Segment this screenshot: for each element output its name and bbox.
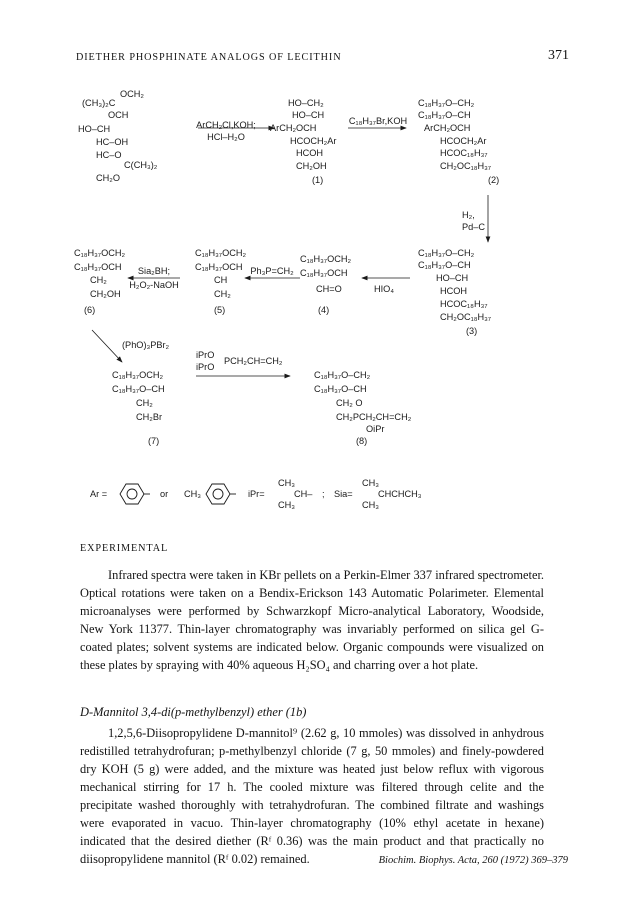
svg-text:ArCH₂OCH: ArCH₂OCH xyxy=(424,123,471,133)
legend-ar: Ar = xyxy=(90,489,108,499)
reagent-7: (PhO)₃PBr₂ xyxy=(122,340,170,350)
svg-text:CH₂: CH₂ xyxy=(214,289,231,299)
svg-text:CH₂OH: CH₂OH xyxy=(296,161,327,171)
legend-sia-ch: CHCHCH₃ xyxy=(378,489,422,499)
svg-text:CH₂: CH₂ xyxy=(90,275,107,285)
svg-text:C₁₈H₃₇O–CH₂: C₁₈H₃₇O–CH₂ xyxy=(418,98,475,108)
legend-ipr: iPr= xyxy=(248,489,265,499)
svg-text:HCOH: HCOH xyxy=(440,286,468,296)
structure-1b xyxy=(78,89,158,183)
reagent-2: C₁₈H₃₇Br,KOH xyxy=(348,116,408,126)
paragraph-1: Infrared spectra were taken in KBr pellets on a Perkin-Elmer 337 infrared spectrometer. Optical rotations were taken on a Bendix-Erickson 143 Automatic Polarimeter. Elemental microanalyses were performed by Schwarzkopf Micro-analytical Laboratory, Woodside, New York 11377. Thin-layer chromatography was invariably performed on silica gel G-coated plates; solvent systems are indicated below. Organic compounds were visualized on these plates by spraying with 40% aqueous H₂SO₄ and charring over a hot plate. xyxy=(80,568,544,672)
svg-text:HCOC₁₈H₃₇: HCOC₁₈H₃₇ xyxy=(440,299,488,309)
reagent-1-bottom: HCl–H₂O xyxy=(207,132,245,142)
toluene-ring-icon xyxy=(206,484,236,504)
svg-text:C₁₈H₃₇OCH₂: C₁₈H₃₇OCH₂ xyxy=(74,248,126,258)
label-compound-8: (8) xyxy=(356,436,368,446)
subheading: D-Mannitol 3,4-di(p-methylbenzyl) ether (1b) xyxy=(80,705,307,719)
reagent-3b: Pd–C xyxy=(462,222,485,232)
arrow-7 xyxy=(92,330,122,362)
svg-text:CH₂OC₁₈H₃₇: CH₂OC₁₈H₃₇ xyxy=(440,161,492,171)
svg-text:OCH₂: OCH₂ xyxy=(120,89,144,99)
label-compound-3: (3) xyxy=(466,326,478,336)
running-title: DIETHER PHOSPHINATE ANALOGS OF LECITHIN xyxy=(76,52,342,63)
legend-ipr-ch3-bottom: CH₃ xyxy=(278,500,296,510)
label-compound-4: (4) xyxy=(318,305,330,315)
footer-citation: Biochim. Biophys. Acta, 260 (1972) 369–379 xyxy=(378,855,568,866)
svg-text:HCOC₁₈H₃₇: HCOC₁₈H₃₇ xyxy=(440,148,488,158)
reagent-1-top: ArCH₂Cl,KOH; xyxy=(196,120,256,130)
svg-text:C₁₈H₃₇OCH₂: C₁₈H₃₇OCH₂ xyxy=(112,370,164,380)
legend-ipr-ch3-top: CH₃ xyxy=(278,478,296,488)
svg-text:HCOCH₂Ar: HCOCH₂Ar xyxy=(290,136,337,146)
svg-text:C₁₈H₃₇OCH: C₁₈H₃₇OCH xyxy=(74,262,122,272)
svg-text:HO–CH₂: HO–CH₂ xyxy=(288,98,324,108)
legend-ipr-ch: CH– xyxy=(294,489,313,499)
svg-text:OiPr: OiPr xyxy=(366,424,385,434)
svg-text:(CH₃)₂C: (CH₃)₂C xyxy=(82,98,116,108)
section-title: EXPERIMENTAL xyxy=(80,543,169,554)
svg-text:HC–O: HC–O xyxy=(96,150,122,160)
svg-text:CH₂PCH₂CH=CH₂: CH₂PCH₂CH=CH₂ xyxy=(336,412,412,422)
svg-text:HCOCH₂Ar: HCOCH₂Ar xyxy=(440,136,487,146)
paragraph-2: 1,2,5,6-Diisopropylidene D-mannitol⁹ (2.62 g, 10 mmoles) was dissolved in anhydrous redistilled tetrahydrofuran; p-methylbenzyl chloride (7 g, 50 mmoles) and finely-powdered dry KOH (5 g) were added, and the mixture was heated just below reflux with vigorous mechanical stirring for 17 h. The cooled mixture was filtered through celite and the precipitate washed thoroughly with tetrahydrofuran. The combined filtrate and washings were evaporated in vacuo. Thin-layer chromatography (10% ethyl acetate in hexane) indicated that the desired diether (Rᶠ 0.36) was the main product and that practically no diisopropylidene mannitol (Rᶠ 0.02) remained. xyxy=(80,726,544,866)
label-compound-2: (2) xyxy=(488,175,500,185)
reagent-3a: H₂, xyxy=(462,210,475,220)
svg-text:HO–CH: HO–CH xyxy=(436,273,469,283)
benzene-ring-icon xyxy=(120,484,150,504)
legend-ch3: CH₃ xyxy=(184,489,202,499)
svg-text:CH₂Br: CH₂Br xyxy=(136,412,163,422)
svg-text:C₁₈H₃₇OCH: C₁₈H₃₇OCH xyxy=(195,262,243,272)
svg-text:OCH: OCH xyxy=(108,110,129,120)
legend-sia-ch3-bottom: CH₃ xyxy=(362,500,380,510)
svg-text:HO–CH: HO–CH xyxy=(292,110,325,120)
svg-text:C₁₈H₃₇O–CH₂: C₁₈H₃₇O–CH₂ xyxy=(418,248,475,258)
svg-text:C₁₈H₃₇O–CH: C₁₈H₃₇O–CH xyxy=(418,260,471,270)
label-compound-5: (5) xyxy=(214,305,226,315)
legend-separator: ; xyxy=(322,489,325,499)
structure-c2 xyxy=(418,98,491,171)
svg-text:HCOH: HCOH xyxy=(296,148,324,158)
svg-text:C₁₈H₃₇O–CH: C₁₈H₃₇O–CH xyxy=(314,384,367,394)
structure-c6 xyxy=(74,248,125,299)
svg-text:ArCH₂OCH: ArCH₂OCH xyxy=(270,123,317,133)
label-compound-7: (7) xyxy=(148,436,160,446)
label-compound-6: (6) xyxy=(84,305,96,315)
svg-text:HC–OH: HC–OH xyxy=(96,137,129,147)
legend-sia: Sia= xyxy=(334,489,353,499)
label-compound-1: (1) xyxy=(312,175,324,185)
svg-text:C₁₈H₃₇O–CH: C₁₈H₃₇O–CH xyxy=(418,110,471,120)
reagent-6-bottom: H₂O₂-NaOH xyxy=(129,280,179,290)
reagent-8-right: PCH₂CH=CH₂ xyxy=(224,356,283,366)
legend-sia-ch3-top: CH₃ xyxy=(362,478,380,488)
svg-text:C₁₈H₃₇O–CH: C₁₈H₃₇O–CH xyxy=(112,384,165,394)
svg-text:C₁₈H₃₇OCH₂: C₁₈H₃₇OCH₂ xyxy=(195,248,247,258)
reagent-8-top: iPrO xyxy=(196,350,215,360)
svg-text:C₁₈H₃₇OCH₂: C₁₈H₃₇OCH₂ xyxy=(300,254,352,264)
reagent-6-top: Sia₂BH; xyxy=(137,266,171,276)
svg-text:CH: CH xyxy=(214,275,228,285)
svg-text:CH₂: CH₂ xyxy=(136,398,153,408)
reagent-4: HIO₄ xyxy=(373,284,395,294)
reagent-8-bottom: iPrO xyxy=(196,362,215,372)
svg-text:C(CH₃)₂: C(CH₃)₂ xyxy=(124,160,158,170)
svg-text:C₁₈H₃₇OCH: C₁₈H₃₇OCH xyxy=(300,268,348,278)
reagent-5: Ph₃P=CH₂ xyxy=(250,266,294,276)
svg-text:CH₂O: CH₂O xyxy=(96,173,120,183)
svg-text:C₁₈H₃₇O–CH₂: C₁₈H₃₇O–CH₂ xyxy=(314,370,371,380)
svg-text:CH=O: CH=O xyxy=(316,284,342,294)
structure-c8 xyxy=(314,370,412,434)
legend-or: or xyxy=(160,489,169,499)
svg-text:HO–CH: HO–CH xyxy=(78,124,111,134)
svg-text:CH₂OC₁₈H₃₇: CH₂OC₁₈H₃₇ xyxy=(440,312,492,322)
svg-text:CH₂OH: CH₂OH xyxy=(90,289,121,299)
structure-c1 xyxy=(270,98,336,171)
structure-c4 xyxy=(300,254,351,294)
structure-c3 xyxy=(418,248,491,322)
structure-c5 xyxy=(195,248,246,299)
page-number: 371 xyxy=(548,48,569,63)
svg-text:CH₂ O: CH₂ O xyxy=(336,398,363,408)
structure-c7 xyxy=(112,370,165,422)
